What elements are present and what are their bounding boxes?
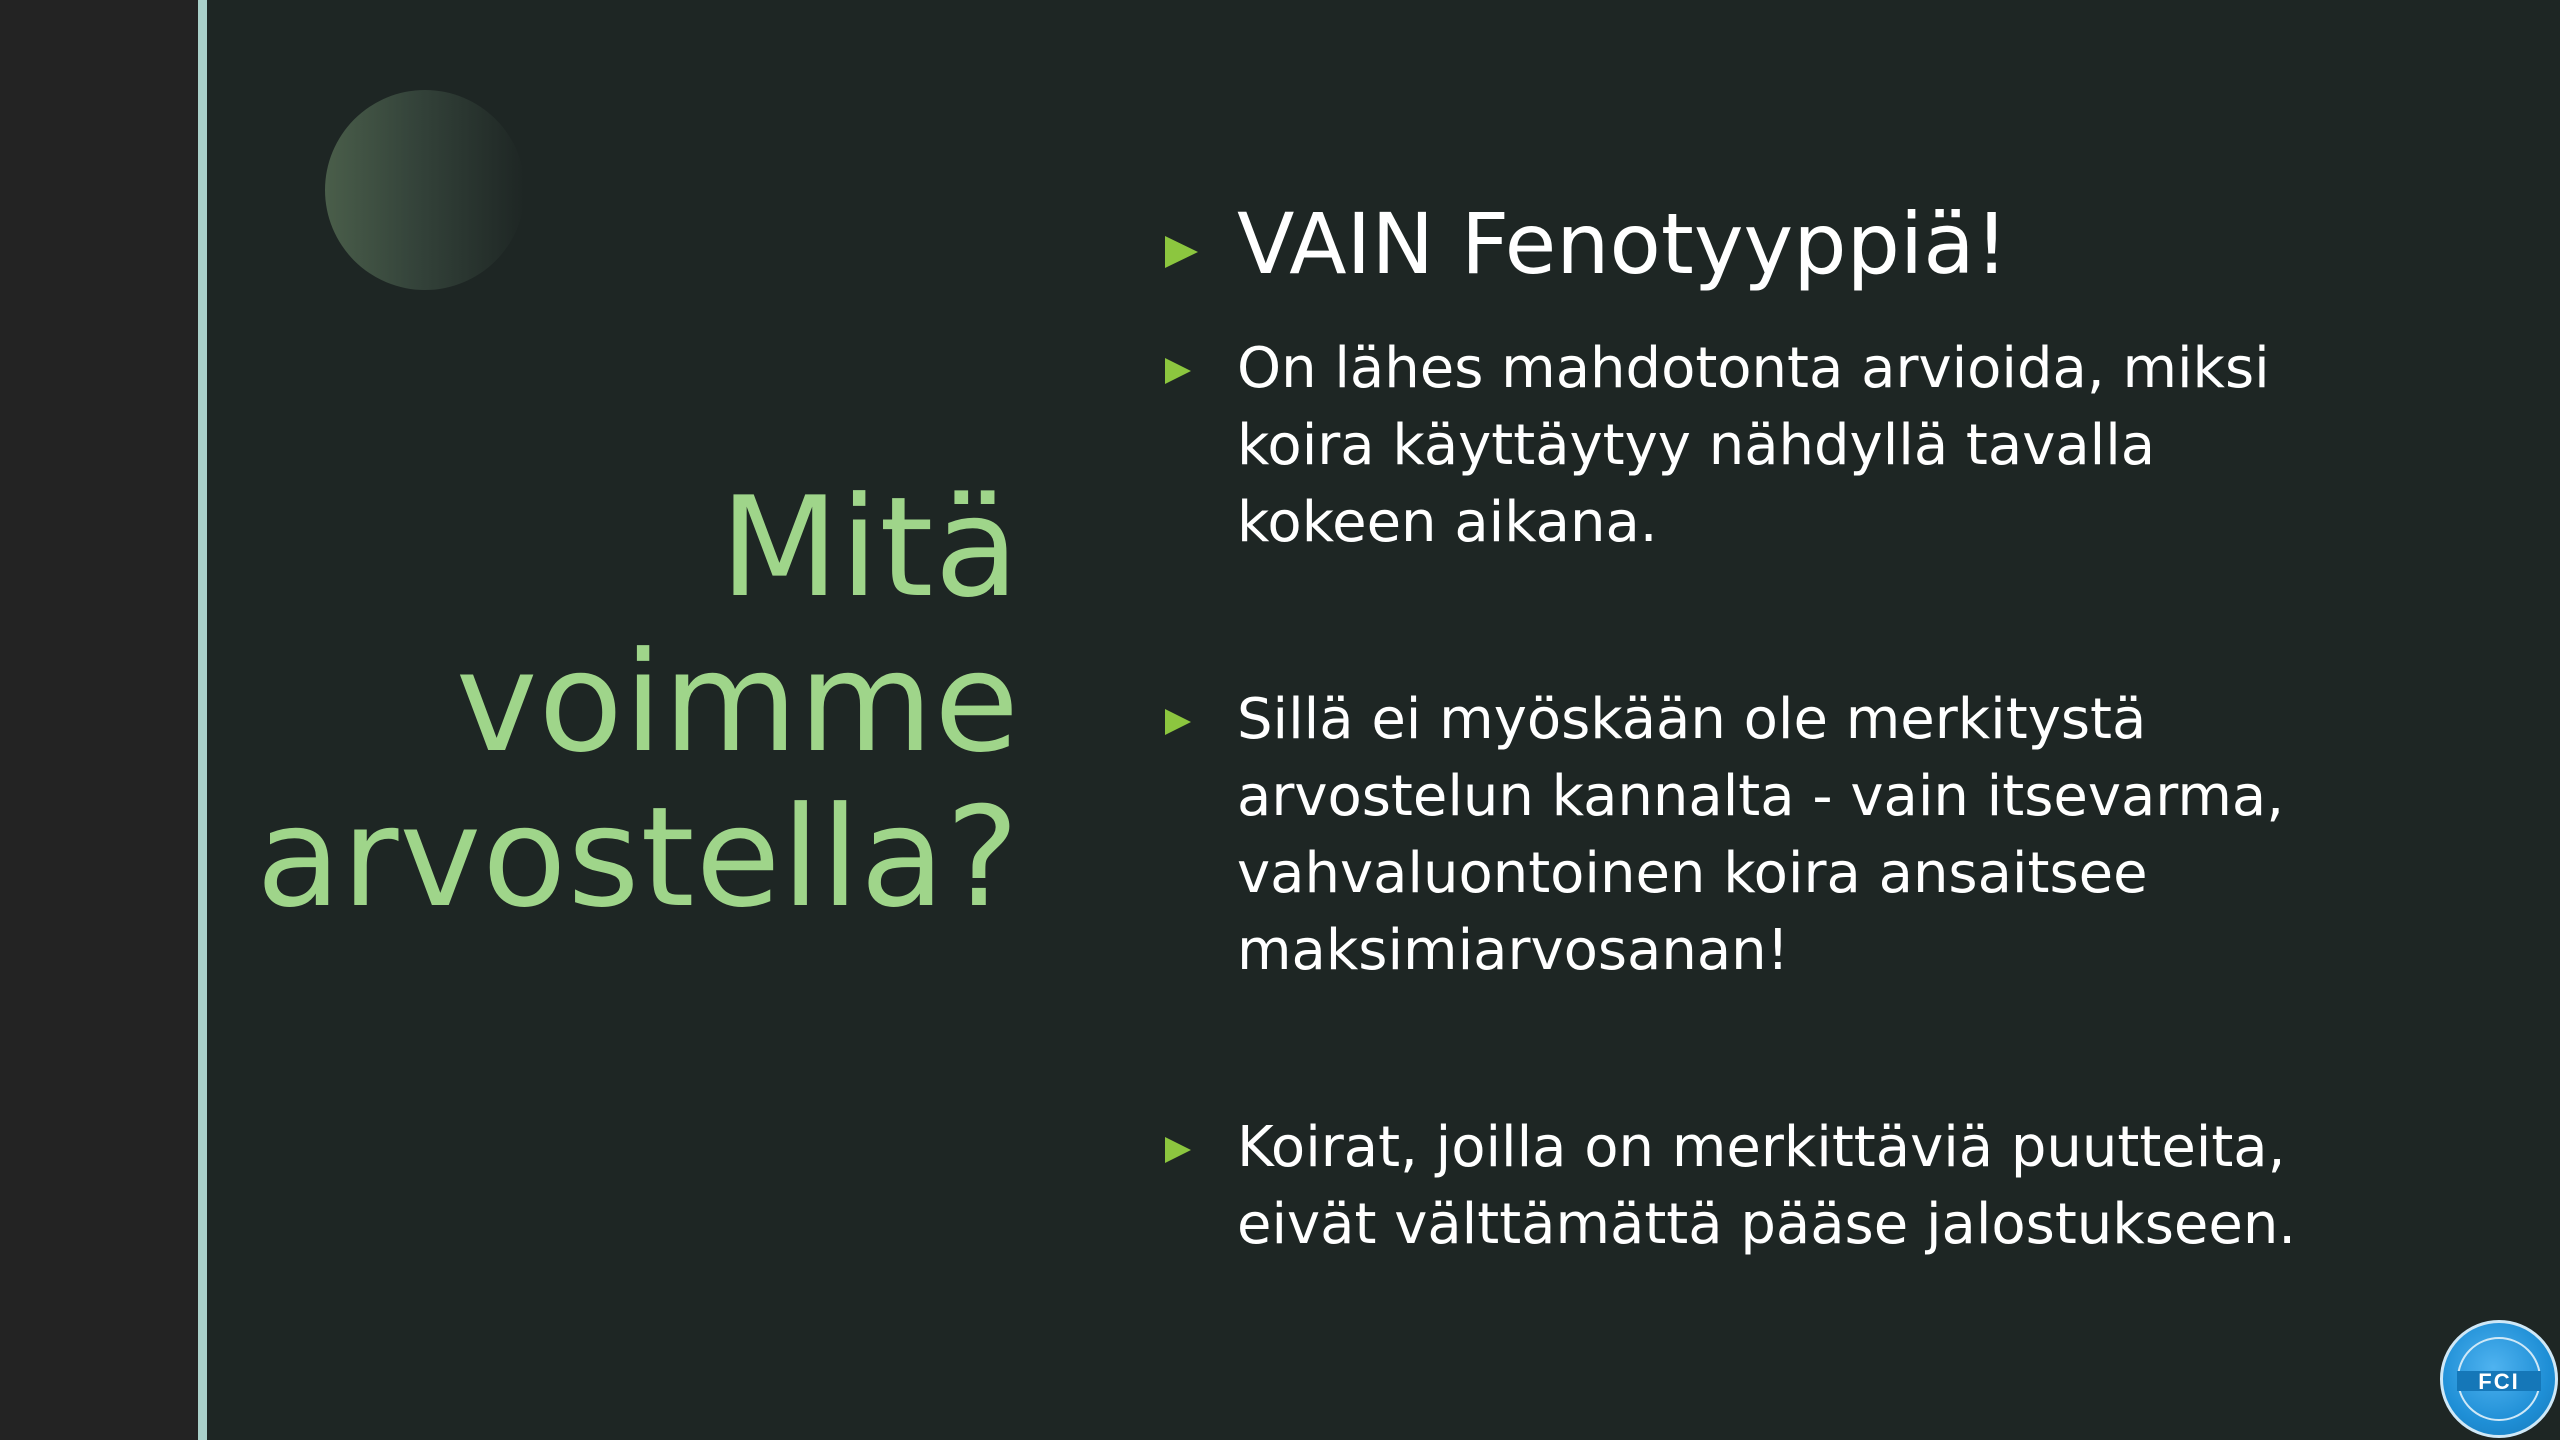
bullet-item bbox=[1165, 681, 2365, 989]
bullet-text: On lähes mahdotonta arvioida, miksi koira käyttäytyy nähdyllä tavalla kokeen aikana. bbox=[1237, 336, 2270, 555]
bullet-arrow-icon bbox=[1165, 358, 1191, 384]
vertical-accent-line bbox=[198, 0, 207, 1440]
left-side-bar bbox=[0, 0, 198, 1440]
bullet-text: Sillä ei myöskään ole merkitystä arvostelun kannalta - vain itsevarma, vahvaluontoinen koira ansaitsee maksimiarvosanan! bbox=[1237, 687, 2284, 983]
slide-title bbox=[220, 467, 1020, 938]
bullet-arrow-icon bbox=[1165, 236, 1198, 268]
bullet-arrow-icon bbox=[1165, 709, 1191, 735]
bullet-item bbox=[1165, 330, 2365, 561]
decorative-circle bbox=[325, 90, 525, 290]
bullet-text: VAIN Fenotyyppiä! bbox=[1237, 195, 2009, 293]
bullet-item bbox=[1165, 1109, 2365, 1263]
slide-title-line: voimme bbox=[455, 622, 1020, 783]
logo-text: FCI bbox=[2478, 1369, 2520, 1394]
bullet-list bbox=[1165, 188, 2365, 1263]
bullet-text: Koirat, joilla on merkittäviä puutteita, eivät välttämättä pääse jalostukseen. bbox=[1237, 1115, 2297, 1257]
fci-logo-icon bbox=[2440, 1320, 2558, 1438]
bullet-item bbox=[1165, 188, 2365, 300]
slide-title-line: arvostella? bbox=[256, 777, 1020, 938]
bullet-arrow-icon bbox=[1165, 1137, 1191, 1163]
slide-title-line: Mitä bbox=[719, 467, 1020, 628]
